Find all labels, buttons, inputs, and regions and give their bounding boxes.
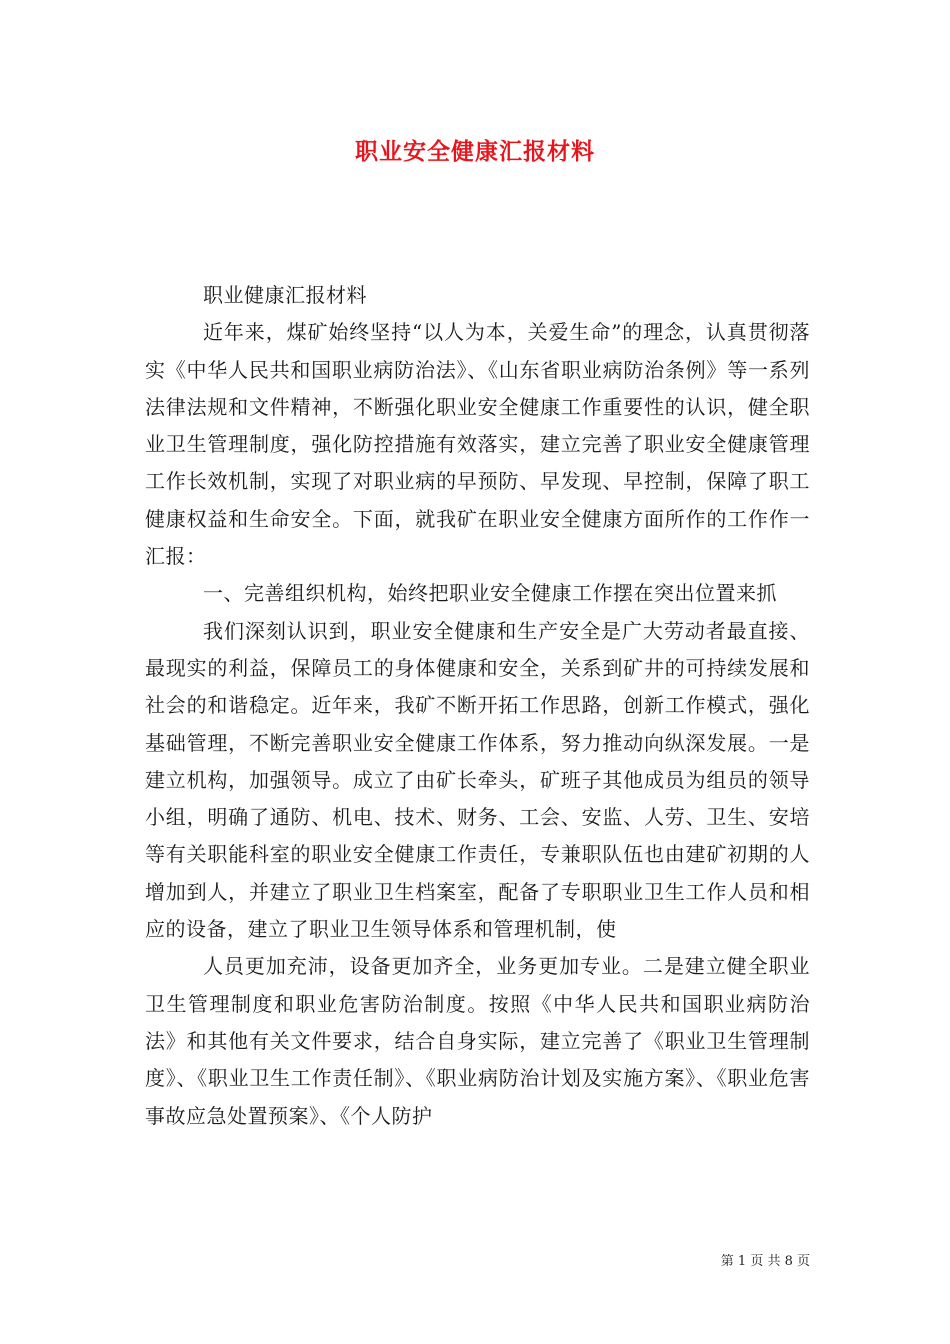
document-title: 职业安全健康汇报材料 bbox=[355, 138, 595, 165]
paragraph-section-1: 我们深刻认识到，职业安全健康和生产安全是广大劳动者最直接、最现实的利益，保障员工的身体健康和安全，关系到矿井的可持续发展和社会的和谐稳定。近年来，我矿不断开拓工作思路，创新工作模式，强化基础管理，不断完善职业安全健康工作体系，努力推动向纵深发展。一是建立机构，加强领导。成立了由矿长牵头，矿班子其他成员为组员的领导小组，明确了通防、机电、技术、财务、工会、安监、人劳、卫生、安培等有关职能科室的职业安全健康工作责任，专兼职队伍也由建矿初期的人增加到人，并建立了职业卫生档案室，配备了专职职业卫生工作人员和相应的设备，建立了职业卫生领导体系和管理机制，使 bbox=[145, 618, 810, 942]
paragraph-subtitle: 职业健康汇报材料 bbox=[203, 283, 367, 307]
page-number: 第 1 页 共 8 页 bbox=[720, 1254, 810, 1269]
section-heading-1: 一、完善组织机构，始终把职业安全健康工作摆在突出位置来抓 bbox=[203, 581, 777, 606]
paragraph-intro: 近年来，煤矿始终坚持“以人为本，关爱生命”的理念，认真贯彻落实《中华人民共和国职业病防治法》、《山东省职业病防治条例》等一系列法律法规和文件精神，不断强化职业安全健康工作重要性的认识，健全职业卫生管理制度，强化防控措施有效落实，建立完善了职业安全健康管理工作长效机制，实现了对职业病的早预防、早发现、早控制，保障了职工健康权益和生命安全。下面，就我矿在职业安全健康方面所作的工作作一汇报： bbox=[145, 320, 810, 569]
document-body bbox=[145, 277, 810, 1135]
paragraph-section-1-continued: 人员更加充沛，设备更加齐全，业务更加专业。二是建立健全职业卫生管理制度和职业危害防治制度。按照《中华人民共和国职业病防治法》和其他有关文件要求，结合自身实际，建立完善了《职业卫生管理制度》、《职业卫生工作责任制》、《职业病防治计划及实施方案》、《职业危害事故应急处置预案》、《个人防护 bbox=[145, 954, 810, 1128]
